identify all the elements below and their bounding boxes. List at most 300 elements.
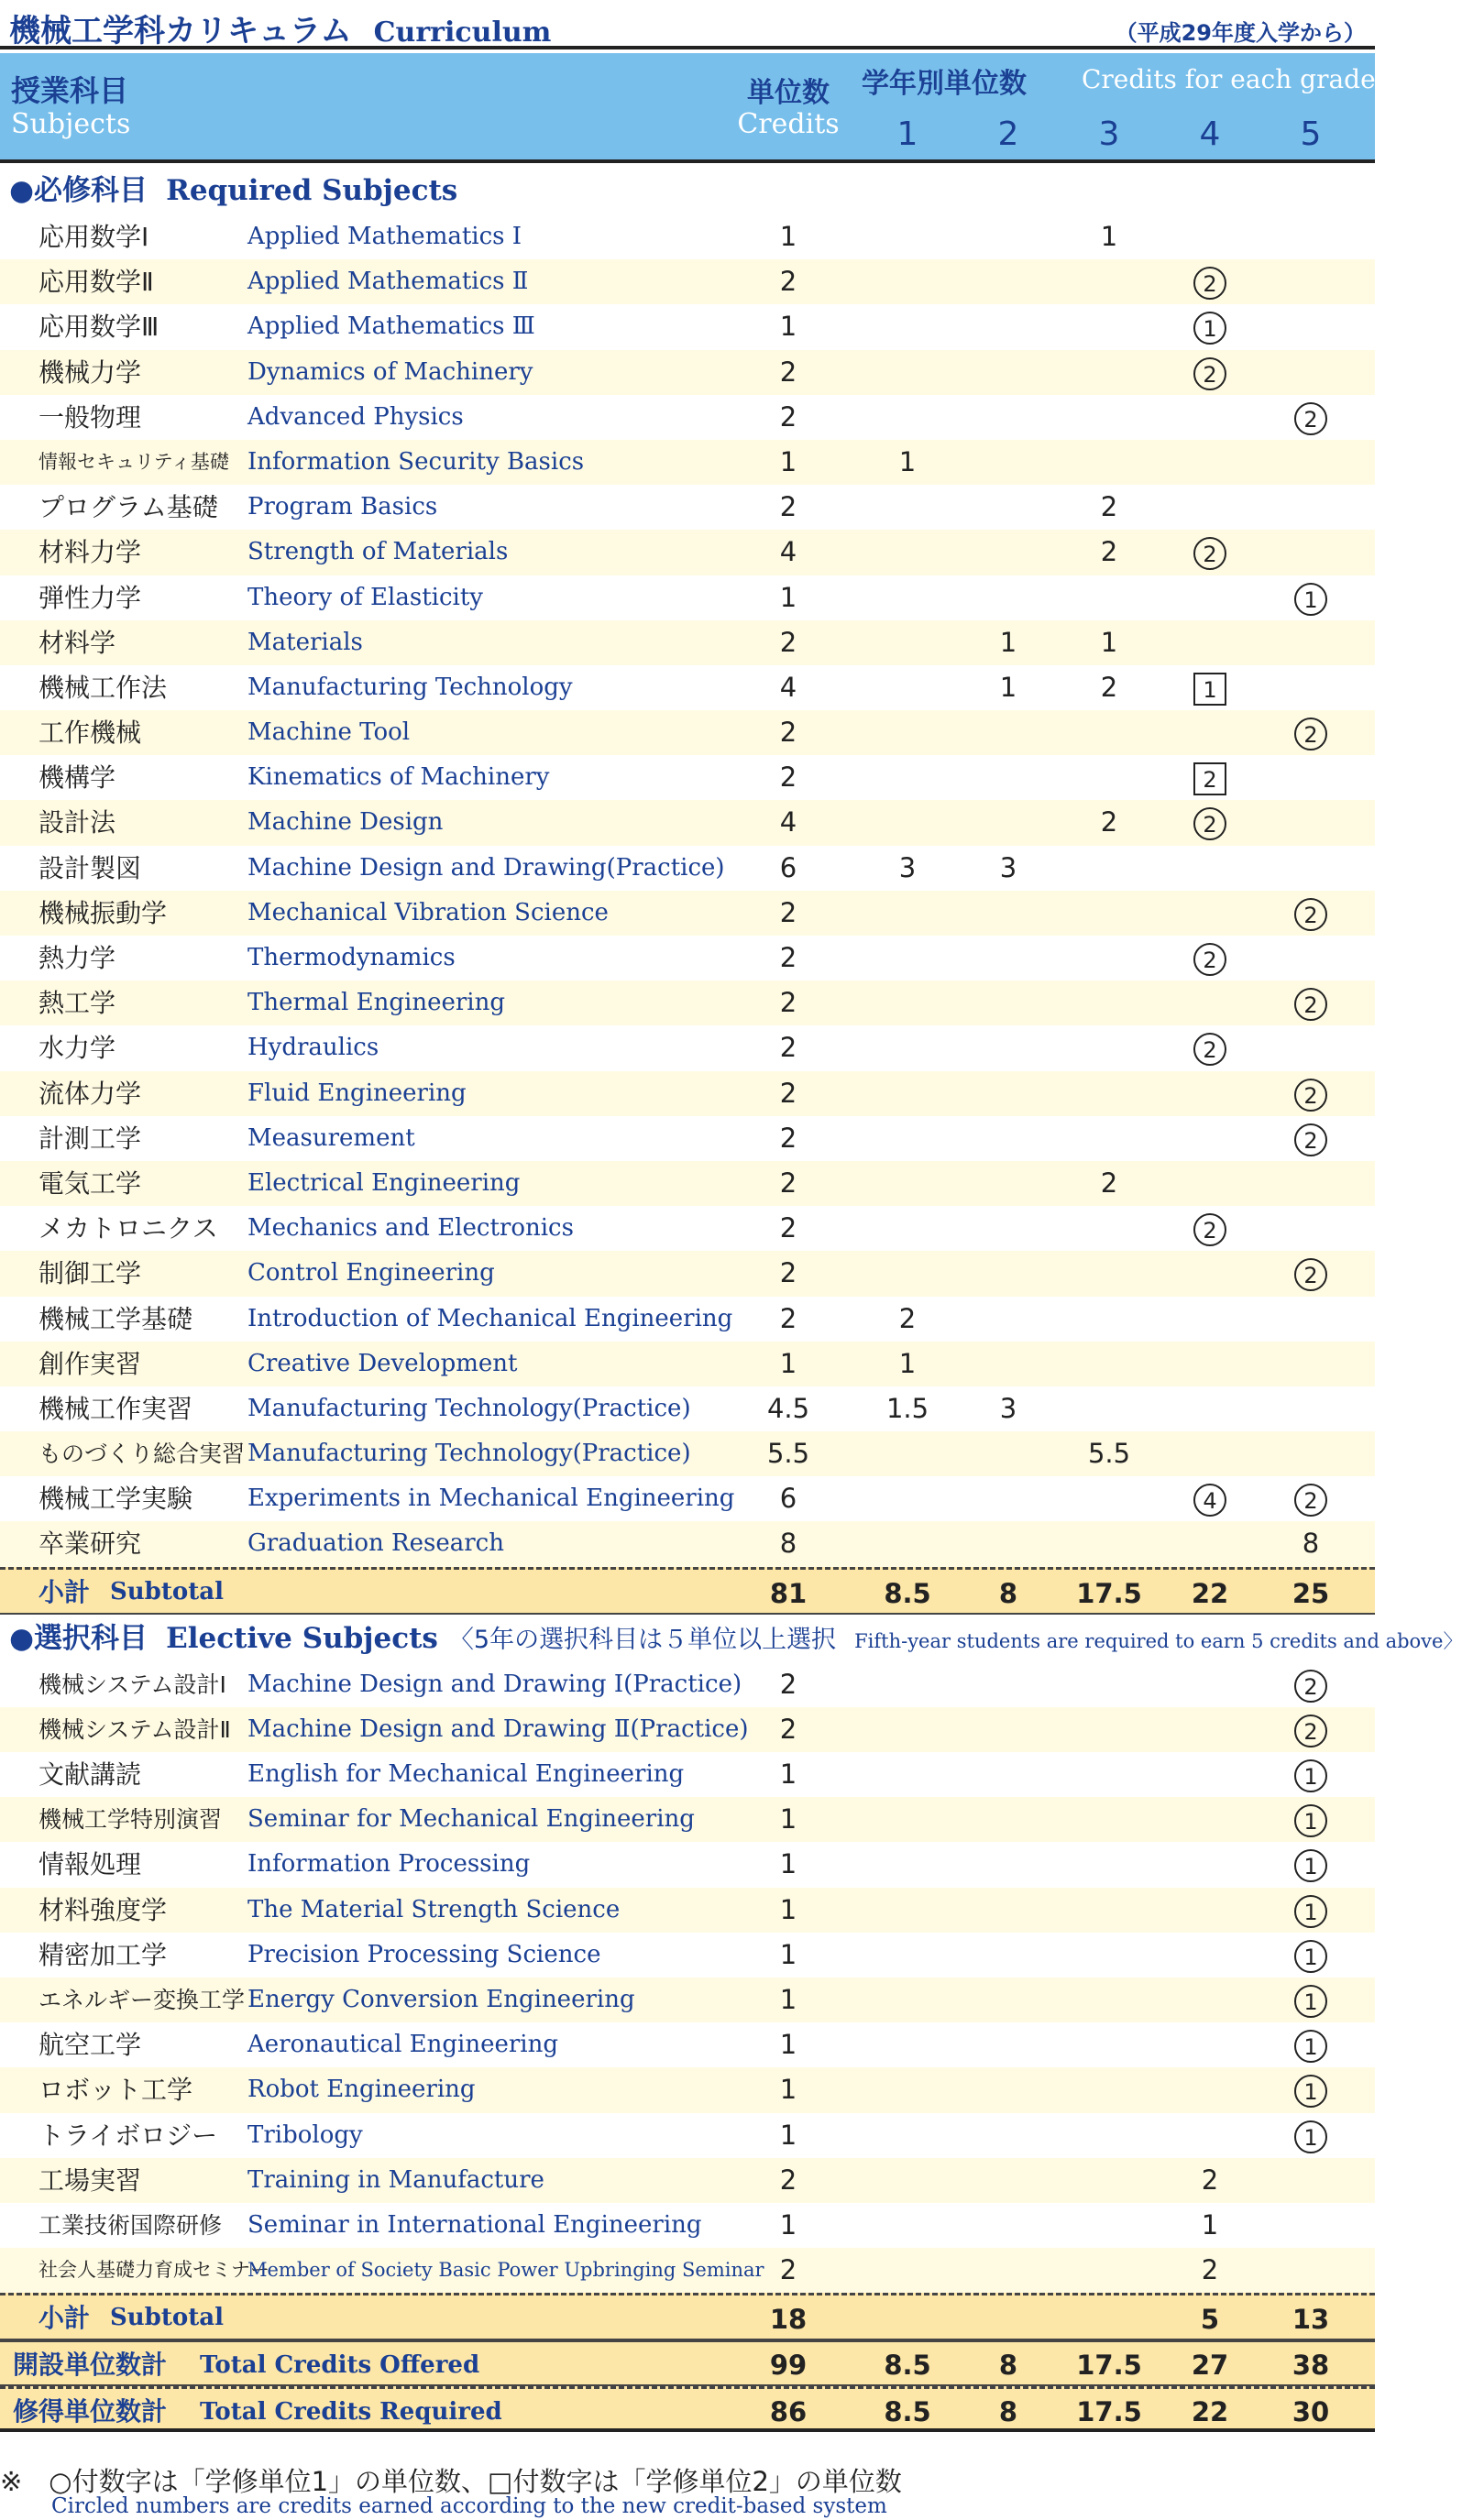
grade-4-credits (1160, 350, 1260, 395)
grade-3-credits: 5.5 (1087, 1438, 1131, 1470)
table-row (0, 259, 1375, 304)
total-credits: 4 (779, 671, 797, 703)
circled-credit: 1 (1294, 2120, 1327, 2153)
table-row (0, 2113, 1375, 2158)
title-sub-text: Curriculum (373, 16, 552, 49)
footnote-ja: ※ ○付数字は「学修単位1」の単位数、□付数字は「学修単位2」の単位数 (0, 2466, 902, 2497)
total-credits: 1 (779, 1893, 797, 1925)
subject-name-en: Information Processing (247, 1850, 531, 1879)
total-credits: 1 (779, 2119, 797, 2151)
header-subject-en: Subjects (11, 108, 131, 140)
total-credits: 2 (779, 626, 797, 658)
subject-name-ja: 機械工作実習 (38, 1393, 193, 1424)
table-row (0, 891, 1375, 936)
total-credits: 2 (779, 896, 797, 928)
grade-4-credits (1160, 1025, 1260, 1070)
grade-5-credits (1260, 1797, 1361, 1842)
grade-4-credits (1160, 800, 1260, 845)
elective-subtotal-row (0, 2293, 1375, 2340)
subject-name-ja: 材料学 (38, 627, 116, 658)
subject-name-en: Hydraulics (247, 1034, 379, 1062)
subject-name-en: Theory of Elasticity (247, 583, 483, 611)
circled-credit: 2 (1294, 988, 1327, 1021)
table-row (0, 2158, 1375, 2203)
grade-5-credits (1260, 1842, 1361, 1887)
subject-name-en: Member of Society Basic Power Upbringing Seminar (247, 2259, 764, 2282)
table-row (0, 1662, 1375, 1707)
circled-credit: 2 (1193, 807, 1226, 840)
circled-credit: 2 (1193, 1213, 1226, 1246)
grade-3-credits: 17.5 (1076, 1577, 1142, 1609)
summary-total-credits: 18 (769, 2304, 808, 2336)
grade-2-credits: 8 (998, 2350, 1018, 2382)
total-credits: 2 (779, 491, 797, 523)
table-row (0, 2203, 1375, 2248)
grade-3-credits: 1 (1100, 221, 1118, 252)
grade-5-credits: 30 (1292, 2396, 1330, 2428)
grade-4-credits (1160, 936, 1260, 981)
subject-name-en: Robot Engineering (247, 2076, 476, 2104)
circled-credit: 1 (1294, 1759, 1327, 1792)
subject-name-ja: 工業技術国際研修 (38, 2211, 223, 2239)
grade-4-credits (1160, 259, 1260, 304)
grade-5-credits: 8 (1302, 1528, 1320, 1560)
grade-4-credits (1160, 755, 1260, 800)
subject-name-en: Training in Manufacture (247, 2165, 544, 2194)
grade-5-credits (1260, 1251, 1361, 1296)
grade-1-credits: 1 (898, 1347, 917, 1379)
subject-name-en: Fluid Engineering (247, 1079, 467, 1107)
subject-name-en: Machine Tool (247, 718, 411, 747)
subject-name-ja: 応用数学Ⅰ (38, 222, 149, 252)
total-credits: 1 (779, 1983, 797, 2015)
summary-total-credits: 99 (769, 2350, 808, 2382)
subject-name-ja: 工場実習 (38, 2164, 142, 2196)
total-credits: 1 (779, 2208, 797, 2241)
subject-name-ja: 工作機械 (38, 718, 142, 749)
total-credits: 2 (779, 1167, 797, 1199)
subject-name-en: Seminar in International Engineering (247, 2210, 702, 2239)
subject-name-ja: 機械システム設計Ⅱ (38, 1715, 231, 1743)
subject-name-en: Creative Development (247, 1349, 518, 1377)
subject-name-ja: 流体力学 (38, 1078, 142, 1109)
subject-name-en: Mechanics and Electronics (247, 1214, 574, 1243)
total-credits: 2 (779, 1257, 797, 1289)
total-credits: 1 (779, 1347, 797, 1379)
table-row (0, 2022, 1375, 2067)
curriculum-table (0, 167, 1462, 2432)
table-row (0, 485, 1375, 530)
grade-5-credits (1260, 1707, 1361, 1752)
header-credits-ja: 単位数 (747, 77, 830, 109)
circled-credit: 2 (1294, 1715, 1327, 1748)
grade-2-credits: 1 (999, 626, 1017, 658)
table-row (0, 214, 1375, 259)
grade-2-credits: 3 (999, 1392, 1017, 1424)
table-row (0, 1842, 1375, 1887)
subject-name-en: Applied Mathematics Ⅲ (247, 312, 535, 341)
summary-label-ja: 小計 (38, 2303, 91, 2334)
table-row (0, 1386, 1375, 1431)
elective-section-title (0, 1615, 1462, 1662)
summary-label-en: Subtotal (110, 1577, 224, 1605)
subject-name-ja: メカトロニクス (38, 1213, 218, 1244)
elective-title-ja: ●選択科目 (9, 1621, 148, 1655)
grade-5-credits (1260, 710, 1361, 755)
grade-4-credits (1160, 304, 1260, 349)
grade-1-credits: 8.5 (884, 1577, 931, 1609)
grade-5-credits (1260, 1888, 1361, 1933)
table-row (0, 1797, 1375, 1842)
header-grade-4: 4 (1199, 115, 1221, 153)
table-row (0, 304, 1375, 349)
subject-name-en: Machine Design (247, 808, 444, 837)
subject-name-ja: 情報処理 (38, 1849, 142, 1880)
total-credits: 2 (779, 1302, 797, 1334)
grade-1-credits: 2 (898, 1302, 917, 1334)
table-row (0, 1707, 1375, 1752)
subject-name-en: Information Security Basics (247, 447, 585, 476)
header-credits-en: Credits (737, 108, 840, 140)
table-row (0, 350, 1375, 395)
total-credits: 2 (779, 1077, 797, 1109)
required-rows (0, 214, 1375, 1567)
subject-name-en: Tribology (247, 2120, 363, 2149)
grade-2-credits: 8 (998, 1577, 1018, 1609)
table-row (0, 620, 1375, 665)
subject-name-ja: 設計製図 (38, 852, 142, 883)
table-row (0, 1752, 1375, 1797)
required-title-en: Required Subjects (166, 174, 458, 207)
subject-name-ja: 一般物理 (38, 401, 142, 433)
grade-4-credits (1160, 1476, 1260, 1521)
elective-title-en: Elective Subjects (166, 1621, 438, 1655)
subject-name-en: Energy Conversion Engineering (247, 1985, 635, 2013)
subject-name-en: Machine Design and Drawing(Practice) (247, 853, 725, 882)
required-section-title (0, 167, 1375, 214)
grade-4-credits: 5 (1200, 2304, 1220, 2336)
elective-note-en: Fifth-year students are required to earn 5 credits and above〉 (854, 1629, 1462, 1652)
total-credits: 2 (779, 356, 797, 388)
grade-2-credits: 8 (998, 2396, 1018, 2428)
table-row (0, 1206, 1375, 1251)
subject-name-en: Manufacturing Technology(Practice) (247, 1440, 691, 1468)
footnote-en: Circled numbers are credits earned according to the new credit-based system (51, 2494, 887, 2518)
total-credits: 1 (779, 2029, 797, 2061)
table-row (0, 1933, 1375, 1978)
table-row (0, 1888, 1375, 1933)
circled-credit: 1 (1294, 1940, 1327, 1973)
total-credits: 1 (779, 1848, 797, 1880)
total-credits: 2 (779, 400, 797, 433)
subject-name-en: English for Mechanical Engineering (247, 1760, 685, 1788)
circled-credit: 2 (1193, 357, 1226, 390)
table-row (0, 575, 1375, 620)
grade-1-credits: 3 (898, 851, 917, 883)
grade-5-credits (1260, 575, 1361, 620)
subject-name-ja: エネルギー変換工学 (38, 1986, 246, 2013)
table-row (0, 1431, 1375, 1476)
elective-rows (0, 1662, 1375, 2294)
grade-5-credits (1260, 2113, 1361, 2158)
subject-name-ja: 水力学 (38, 1033, 116, 1064)
total-credits: 2 (779, 1122, 797, 1154)
total-credits: 2 (779, 987, 797, 1019)
grade-5-credits: 38 (1292, 2350, 1330, 2382)
total-credits: 1 (779, 581, 797, 613)
total-credits: 4 (779, 536, 797, 568)
circled-credit: 2 (1294, 898, 1327, 931)
subject-name-ja: 機械工作法 (38, 672, 168, 703)
circled-credit: 2 (1294, 1079, 1327, 1112)
summary-label-ja: 開設単位数計 (13, 2350, 168, 2381)
circled-credit: 2 (1294, 1123, 1327, 1156)
grade-4-credits: 22 (1191, 2396, 1229, 2428)
grade-5-credits (1260, 1662, 1361, 1707)
subject-name-ja: 文献講読 (38, 1759, 142, 1790)
total-credits: 1 (779, 2074, 797, 2106)
grade-3-credits: 17.5 (1076, 2396, 1142, 2428)
circled-credit: 1 (1294, 1985, 1327, 2018)
subject-name-en: Advanced Physics (247, 402, 464, 431)
subject-name-en: Dynamics of Machinery (247, 357, 533, 386)
summary-label-en: Subtotal (110, 2304, 224, 2332)
table-row (0, 1251, 1375, 1296)
subject-name-en: Measurement (247, 1123, 415, 1152)
grade-5-credits (1260, 395, 1361, 440)
subject-name-en: Graduation Research (247, 1529, 504, 1558)
circled-credit: 4 (1193, 1484, 1226, 1517)
circled-credit: 2 (1193, 267, 1226, 300)
total-credits: 4 (779, 806, 797, 838)
table-row (0, 846, 1375, 891)
grade-3-credits: 2 (1100, 536, 1118, 568)
subject-name-ja: 機械振動学 (38, 897, 168, 928)
grade-4-credits (1160, 530, 1260, 575)
total-credits: 6 (779, 1483, 797, 1515)
title-bar (0, 0, 1375, 49)
summary-total-credits: 81 (769, 1577, 808, 1609)
subject-name-ja: 弾性力学 (38, 582, 142, 613)
title-note: （平成29年度入学から） (1115, 20, 1366, 46)
header-grade-3: 3 (1098, 115, 1120, 153)
table-row (0, 1978, 1375, 2022)
header-grade-2: 2 (997, 115, 1019, 153)
subject-name-ja: 精密加工学 (38, 1939, 168, 1970)
table-row (0, 1342, 1375, 1386)
grade-5-credits: 13 (1292, 2304, 1330, 2336)
total-credits: 2 (779, 1713, 797, 1745)
grade-1-credits: 1 (898, 445, 917, 477)
total-credits: 1 (779, 445, 797, 477)
circled-credit: 2 (1193, 1033, 1226, 1066)
table-row (0, 440, 1375, 485)
subject-name-ja: 計測工学 (38, 1123, 142, 1154)
grade-3-credits: 2 (1100, 671, 1118, 703)
circled-credit: 1 (1294, 2030, 1327, 2063)
header-grade-5: 5 (1300, 115, 1322, 153)
total-credits: 2 (779, 2254, 797, 2286)
subject-name-en: Applied Mathematics Ⅰ (247, 223, 522, 250)
summary-label-en: Total Credits Required (200, 2398, 502, 2427)
table-row (0, 530, 1375, 575)
page-title (9, 5, 551, 50)
subject-name-ja: 電気工学 (38, 1167, 142, 1199)
total-credits: 2 (779, 1668, 797, 1700)
table-row (0, 1161, 1375, 1206)
circled-credit: 2 (1193, 943, 1226, 976)
required-subtotal-row (0, 1567, 1375, 1615)
grade-2-credits: 3 (999, 851, 1017, 883)
total-credits: 1 (779, 1803, 797, 1835)
subject-name-en: The Material Strength Science (247, 1895, 621, 1923)
header-grade-1: 1 (896, 115, 918, 153)
subject-name-ja: 材料力学 (38, 537, 142, 568)
summary-label-ja: 小計 (38, 1576, 91, 1607)
subject-name-en: Aeronautical Engineering (247, 2031, 558, 2059)
table-row (0, 1071, 1375, 1116)
subject-name-en: Machine Design and Drawing Ⅰ(Practice) (247, 1670, 742, 1698)
subject-name-ja: 機械システム設計Ⅰ (38, 1671, 226, 1698)
subject-name-en: Precision Processing Science (247, 1940, 601, 1968)
grade-4-credits: 2 (1201, 2164, 1219, 2196)
grade-5-credits: 25 (1292, 1577, 1330, 1609)
subject-name-en: Thermal Engineering (247, 989, 505, 1017)
table-row (0, 1025, 1375, 1070)
total-credits: 2 (779, 2164, 797, 2196)
subject-name-en: Machine Design and Drawing Ⅱ(Practice) (247, 1715, 749, 1743)
total-credits: 1 (779, 1938, 797, 1970)
circled-credit: 1 (1294, 583, 1327, 616)
subject-name-ja: 制御工学 (38, 1258, 142, 1289)
circled-credit: 1 (1294, 1849, 1327, 1882)
grade-3-credits: 17.5 (1076, 2350, 1142, 2382)
summary-label-en: Total Credits Offered (200, 2351, 480, 2380)
circled-credit: 2 (1294, 1670, 1327, 1703)
total-credits: 2 (779, 942, 797, 973)
table-row (0, 1476, 1375, 1521)
table-row (0, 665, 1375, 710)
grade-5-credits (1260, 891, 1361, 936)
subject-name-en: Seminar for Mechanical Engineering (247, 1805, 695, 1834)
circled-credit: 2 (1193, 537, 1226, 570)
required-title-ja: ●必修科目 (9, 174, 148, 207)
grade-1-credits: 1.5 (885, 1392, 929, 1424)
boxed-credit: 1 (1193, 673, 1226, 706)
grade-1-credits: 8.5 (884, 2396, 931, 2428)
circled-credit: 2 (1294, 1484, 1327, 1517)
subject-name-en: Strength of Materials (247, 538, 509, 566)
table-row (0, 755, 1375, 800)
grade-4-credits (1160, 665, 1260, 710)
grade-5-credits (1260, 2022, 1361, 2067)
subject-name-ja: ロボット工学 (38, 2075, 193, 2106)
circled-credit: 1 (1294, 1895, 1327, 1928)
circled-credit: 2 (1294, 402, 1327, 435)
subject-name-en: Manufacturing Technology(Practice) (247, 1394, 691, 1422)
subject-name-ja: 設計法 (38, 807, 116, 838)
subject-name-ja: 熱力学 (38, 943, 116, 973)
subject-name-en: Experiments in Mechanical Engineering (247, 1485, 735, 1513)
grade-4-credits: 22 (1191, 1577, 1229, 1609)
subject-name-ja: 機械工学実験 (38, 1484, 193, 1515)
grade-1-credits: 8.5 (884, 2350, 931, 2382)
title-main-text: 機械工学科カリキュラム (9, 13, 352, 49)
table-row (0, 1116, 1375, 1161)
circled-credit: 2 (1294, 1258, 1327, 1291)
table-row (0, 2248, 1375, 2293)
subject-name-en: Applied Mathematics Ⅱ (247, 268, 529, 296)
grade-2-credits: 1 (999, 671, 1017, 703)
subject-name-ja: 応用数学Ⅲ (38, 312, 159, 343)
table-row (0, 710, 1375, 755)
grade-3-credits: 2 (1100, 806, 1118, 838)
total-credits: 2 (779, 1212, 797, 1244)
subject-name-ja: 機構学 (38, 762, 116, 794)
header-subject-ja: 授業科目 (11, 73, 129, 108)
boxed-credit: 2 (1193, 762, 1226, 795)
header-grade-en: Credits for each grade (1082, 64, 1376, 94)
circled-credit: 1 (1193, 312, 1226, 345)
total-credits: 2 (779, 1032, 797, 1064)
total-credits: 5.5 (766, 1438, 810, 1470)
summary-total-credits: 86 (769, 2396, 808, 2428)
subject-name-en: Control Engineering (247, 1259, 495, 1287)
total-credits: 1 (779, 311, 797, 343)
table-header (0, 53, 1375, 163)
circled-credit: 1 (1294, 1804, 1327, 1837)
subject-name-ja: トライボロジー (38, 2120, 218, 2151)
subject-name-en: Kinematics of Machinery (247, 763, 550, 792)
table-row (0, 395, 1375, 440)
subject-name-en: Materials (247, 628, 363, 656)
subject-name-en: Program Basics (247, 493, 438, 521)
subject-name-ja: 創作実習 (38, 1348, 142, 1379)
grade-3-credits: 2 (1100, 1167, 1118, 1199)
total-credits: 2 (779, 266, 797, 298)
subject-name-ja: プログラム基礎 (38, 492, 218, 523)
subject-name-ja: 社会人基礎力育成セミナー (38, 2259, 269, 2282)
subject-name-en: Manufacturing Technology (247, 673, 573, 701)
grade-4-credits: 27 (1191, 2350, 1229, 2382)
table-row (0, 936, 1375, 981)
total-credits: 6 (779, 851, 797, 883)
header-grade-ja: 学年別単位数 (862, 68, 1027, 100)
subject-name-ja: 材料強度学 (38, 1894, 168, 1925)
table-row (0, 800, 1375, 845)
total-credits: 1 (779, 1759, 797, 1790)
subject-name-en: Introduction of Mechanical Engineering (247, 1304, 733, 1332)
circled-credit: 1 (1294, 2075, 1327, 2108)
subject-name-en: Mechanical Vibration Science (247, 898, 609, 926)
grade-5-credits (1260, 1071, 1361, 1116)
subject-name-en: Electrical Engineering (247, 1168, 521, 1197)
grade-4-credits: 2 (1201, 2254, 1219, 2286)
elective-note-ja: 〈5年の選択科目は５単位以上選択 (448, 1625, 837, 1654)
subject-name-ja: ものづくり総合実習 (38, 1441, 246, 1468)
total-credits: 4.5 (766, 1392, 810, 1424)
grade-5-credits (1260, 1476, 1361, 1521)
grade-5-credits (1260, 981, 1361, 1025)
subject-name-ja: 機械力学 (38, 356, 142, 388)
subject-name-ja: 機械工学基礎 (38, 1303, 193, 1334)
grade-5-credits (1260, 2067, 1361, 2112)
grade-4-credits (1160, 1206, 1260, 1251)
table-row (0, 981, 1375, 1025)
total-credits: 1 (779, 221, 797, 252)
subject-name-ja: 情報セキュリティ基礎 (38, 450, 229, 473)
total-credits: 2 (779, 717, 797, 749)
